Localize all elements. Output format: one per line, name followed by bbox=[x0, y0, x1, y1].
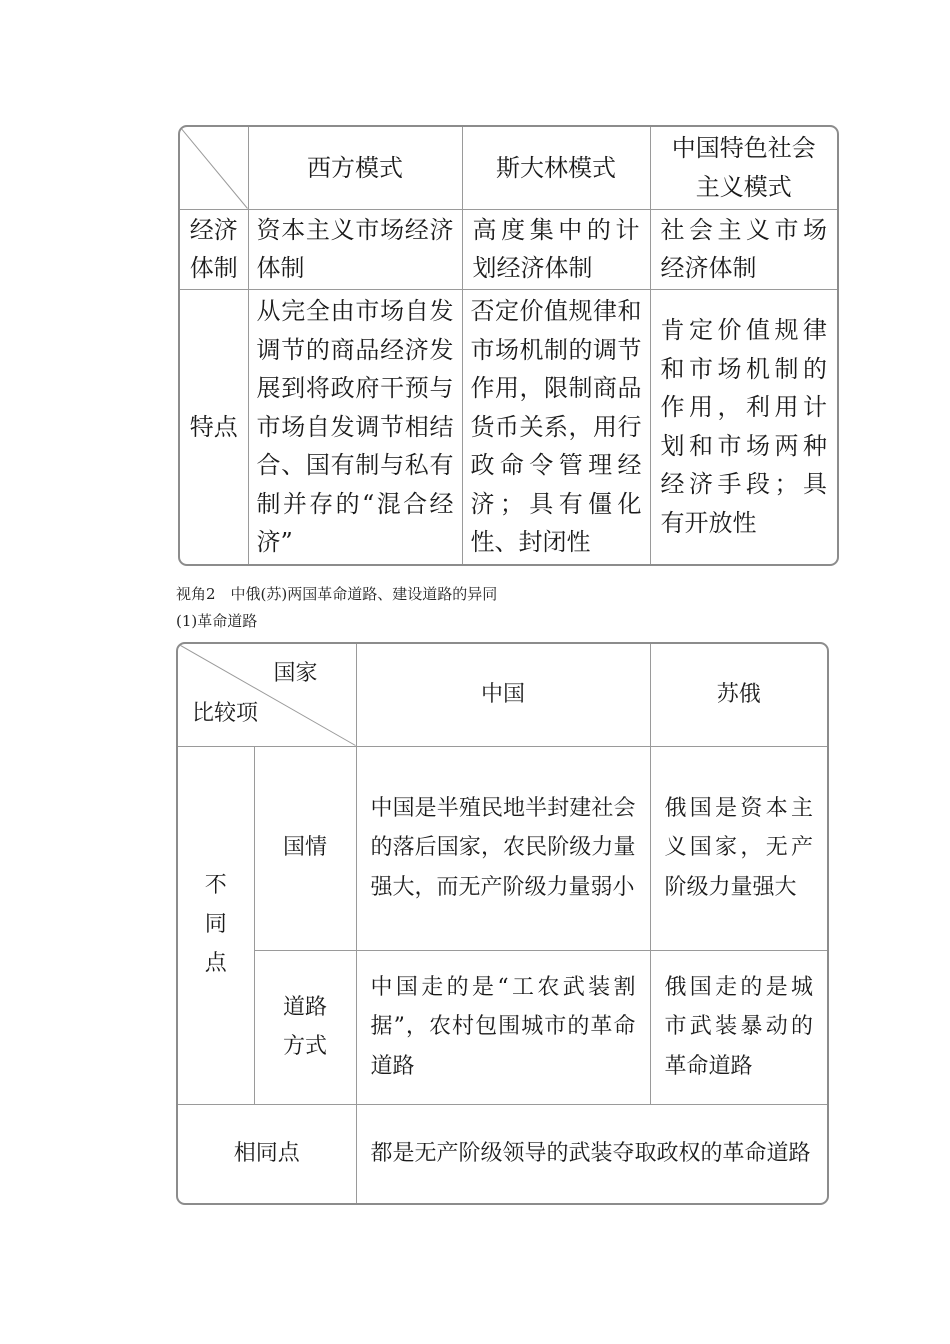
section-caption: 视角2 中俄(苏)两国革命道路、建设道路的异同 bbox=[176, 585, 498, 603]
cell-western-features: 从完全由市场自发调节的商品经济发展到将政府干预与市场自发调节相结合、国有制与私有制并存的“混合经济” bbox=[248, 289, 462, 564]
cell-chinese-features: 肯定价值规律和市场机制的作用，利用计划和市场两种经济手段；具有开放性 bbox=[650, 289, 837, 564]
row-label-similarities: 相同点 bbox=[178, 1104, 356, 1203]
row-label-national-conditions: 国情 bbox=[254, 746, 356, 950]
group-label-text: 不同点 bbox=[204, 873, 227, 977]
subsection-caption: (1)革命道路 bbox=[176, 612, 258, 630]
table2-corner-cell bbox=[178, 644, 356, 746]
table1-corner-cell bbox=[180, 127, 248, 209]
row-label-path-text: 道路方式 bbox=[282, 994, 327, 1059]
cell-russia-conditions: 俄国是资本主义国家，无产阶级力量强大 bbox=[650, 746, 827, 950]
header-chinese-model: 中国特色社会主义模式 bbox=[650, 127, 837, 209]
row-label-path bbox=[254, 950, 356, 1104]
group-label-differences bbox=[178, 746, 254, 1104]
cell-western-system: 资本主义市场经济体制 bbox=[248, 209, 462, 289]
header-western-model: 西方模式 bbox=[248, 127, 462, 209]
diagonal-line-icon bbox=[180, 127, 248, 209]
header-stalin-model: 斯大林模式 bbox=[462, 127, 650, 209]
economic-model-table bbox=[178, 125, 839, 566]
corner-label-comparison: 比较项 bbox=[192, 701, 259, 726]
corner-label-country: 国家 bbox=[273, 661, 318, 686]
revolution-path-table bbox=[176, 642, 829, 1205]
header-soviet-russia: 苏俄 bbox=[650, 644, 827, 746]
row-label-features: 特点 bbox=[180, 289, 248, 564]
cell-china-conditions: 中国是半殖民地半封建社会的落后国家，农民阶级力量强大，而无产阶级力量弱小 bbox=[356, 746, 650, 950]
row-label-economic-system: 经济体制 bbox=[180, 209, 248, 289]
cell-chinese-system: 社会主义市场经济体制 bbox=[650, 209, 837, 289]
cell-russia-path: 俄国走的是城市武装暴动的革命道路 bbox=[650, 950, 827, 1104]
cell-stalin-features: 否定价值规律和市场机制的调节作用，限制商品货币关系，用行政命令管理经济；具有僵化性、封闭性 bbox=[462, 289, 650, 564]
cell-china-path: 中国走的是“工农武装割据”，农村包围城市的革命道路 bbox=[356, 950, 650, 1104]
header-china: 中国 bbox=[356, 644, 650, 746]
cell-similarities: 都是无产阶级领导的武装夺取政权的革命道路 bbox=[356, 1104, 827, 1203]
cell-stalin-system: 高度集中的计划经济体制 bbox=[462, 209, 650, 289]
